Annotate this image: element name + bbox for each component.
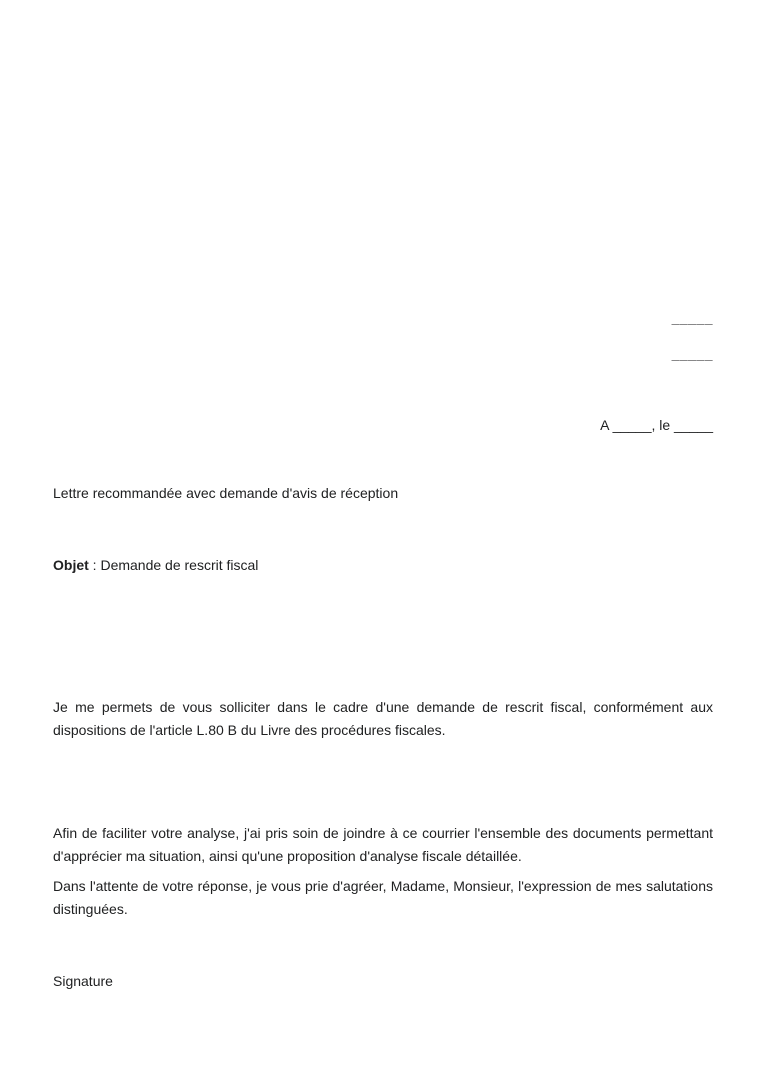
body-paragraph-3: Dans l'attente de votre réponse, je vous prie d'agréer, Madame, Monsieur, l'expression de mes salutations distinguées. bbox=[53, 878, 713, 917]
subject-label: Objet bbox=[53, 557, 89, 573]
subject-line bbox=[53, 554, 258, 577]
body-paragraph-1: Je me permets de vous solliciter dans le cadre d'une demande de rescrit fiscal, conformément aux dispositions de l'article L.80 B du Livre des procédures fiscales. bbox=[53, 699, 713, 738]
registered-mail-mention-text: Lettre recommandée avec demande d'avis de réception bbox=[53, 485, 399, 501]
signature-label: Signature bbox=[53, 973, 113, 989]
registered-mail-mention bbox=[53, 482, 398, 505]
blank-line-underscores: _____ bbox=[671, 346, 713, 362]
body-paragraph-2: Afin de faciliter votre analyse, j'ai pris soin de joindre à ce courrier l'ensemble des documents permettant d'apprécier ma situation, ainsi qu'une proposition d'analyse fiscale détaillée. bbox=[53, 825, 713, 864]
place-date-text: A _____, le _____ bbox=[600, 417, 713, 433]
place-date-line bbox=[600, 414, 713, 437]
blank-line-underscores: _____ bbox=[671, 310, 713, 326]
header-blank-line-1 bbox=[672, 311, 713, 325]
subject-text: Demande de rescrit fiscal bbox=[100, 557, 259, 573]
subject-separator: : bbox=[88, 557, 101, 573]
header-blank-line-2 bbox=[672, 347, 713, 361]
